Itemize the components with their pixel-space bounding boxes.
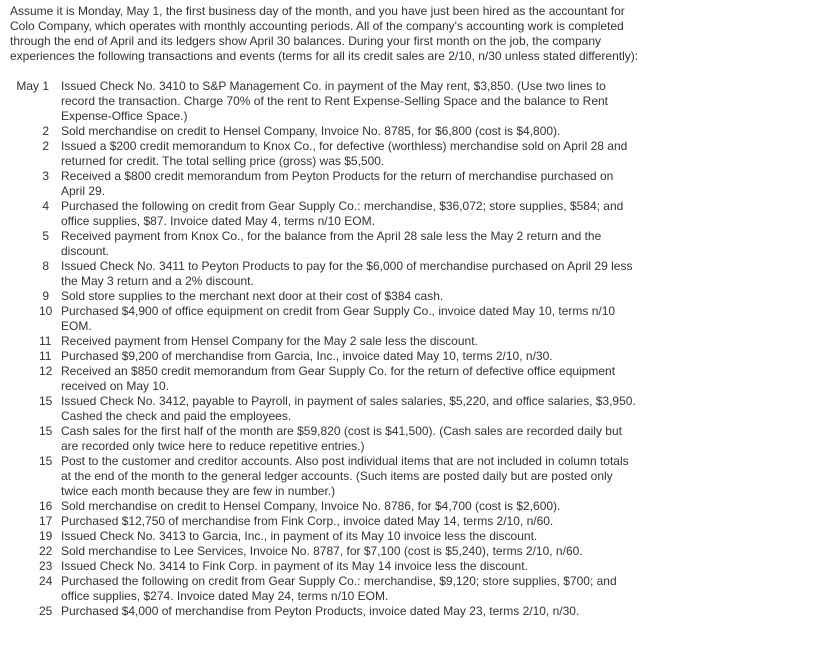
transaction-text: Issued Check No. 3410 to S&P Management Co. in payment of the May rent, $3,850. (Use two lines to record the transaction. Charge 70% of the rent to Rent Expense-Selling Space and the balance to Rent Expense-Office Space.) (61, 79, 609, 123)
transaction-day: 15 (39, 424, 53, 438)
transaction-row (0, 124, 813, 139)
transaction-row (0, 139, 813, 169)
transaction-text: Issued Check No. 3411 to Peyton Products to pay for the $6,000 of merchandise purchased on April 29 less the May 3 return and a 2% discount. (61, 259, 633, 288)
transaction-text: Issued Check No. 3414 to Fink Corp. in payment of its May 14 invoice less the discount. (61, 559, 528, 573)
transaction-row (0, 79, 813, 124)
transaction-row (0, 334, 813, 349)
transaction-month (0, 574, 39, 604)
transaction-day: 19 (39, 529, 53, 543)
transaction-day: 4 (42, 199, 49, 213)
transaction-text: Received payment from Knox Co., for the balance from the April 28 sale less the May 2 return and the discount. (61, 229, 602, 258)
transaction-month (0, 334, 39, 349)
transaction-month (0, 349, 39, 364)
transaction-month: May (16, 79, 39, 93)
transaction-row (0, 304, 813, 334)
transaction-day: 23 (39, 559, 53, 573)
transaction-row (0, 454, 813, 499)
transaction-text: Sold merchandise to Lee Services, Invoice No. 8787, for $7,100 (cost is $5,240), terms 2/10, n/60. (61, 544, 583, 558)
transaction-text: Cash sales for the first half of the month are $59,820 (cost is $41,500). (Cash sales are recorded daily but are recorded only twice here to reduce repetitive entries.) (61, 424, 622, 453)
transaction-text: Purchased $4,000 of merchandise from Peyton Products, invoice dated May 23, terms 2/10, n/30. (61, 604, 580, 618)
transaction-month (0, 604, 39, 619)
transaction-month (0, 499, 39, 514)
transaction-text: Received an $850 credit memorandum from Gear Supply Co. for the return of defective office equipment received on May 10. (61, 364, 616, 393)
transaction-text: Purchased $9,200 of merchandise from Garcia, Inc., invoice dated May 10, terms 2/10, n/30. (61, 349, 553, 363)
transaction-list (0, 79, 813, 619)
transaction-text: Sold store supplies to the merchant next door at their cost of $384 cash. (61, 289, 444, 303)
transaction-row (0, 259, 813, 289)
transaction-day: 25 (39, 604, 53, 618)
transaction-month (0, 124, 39, 139)
transaction-text: Sold merchandise on credit to Hensel Company, Invoice No. 8786, for $4,700 (cost is $2,600). (61, 499, 561, 513)
transaction-day: 10 (39, 304, 53, 318)
transaction-row (0, 529, 813, 544)
transaction-row (0, 394, 813, 424)
transaction-month (0, 514, 39, 529)
transaction-month (0, 529, 39, 544)
transaction-day: 11 (39, 349, 52, 363)
transaction-day: 5 (42, 229, 49, 243)
transaction-month (0, 454, 39, 499)
transaction-month (0, 139, 39, 169)
transaction-month (0, 229, 39, 259)
transaction-row (0, 574, 813, 604)
transaction-text: Purchased $4,900 of office equipment on credit from Gear Supply Co., invoice dated May 10, terms n/10 EOM. (61, 304, 616, 333)
transaction-text: Issued Check No. 3412, payable to Payroll, in payment of sales salaries, $5,220, and office salaries, $3,950. Cashed the check and paid the employees. (61, 394, 636, 423)
transaction-text: Purchased the following on credit from Gear Supply Co.: merchandise, $9,120; store supplies, $700; and office supplies, $274. Invoice dated May 24, terms n/10 EOM. (61, 574, 617, 603)
transaction-row (0, 289, 813, 304)
transaction-day: 2 (42, 124, 49, 138)
transaction-row (0, 559, 813, 574)
transaction-day: 8 (42, 259, 49, 273)
transaction-row (0, 169, 813, 199)
transaction-row (0, 349, 813, 364)
transaction-month (0, 364, 39, 394)
transaction-day: 12 (39, 364, 53, 378)
transaction-day: 24 (39, 574, 53, 588)
transaction-month (0, 259, 39, 289)
transaction-text: Sold merchandise on credit to Hensel Company, Invoice No. 8785, for $6,800 (cost is $4,800). (61, 124, 561, 138)
transaction-month (0, 394, 39, 424)
transaction-text: Purchased the following on credit from Gear Supply Co.: merchandise, $36,072; store supplies, $584; and office supplies, $87. Invoice dated May 4, terms n/10 EOM. (61, 199, 624, 228)
transaction-day: 1 (42, 79, 49, 93)
transaction-row (0, 499, 813, 514)
transaction-month (0, 559, 39, 574)
transaction-day: 9 (42, 289, 49, 303)
transaction-month (0, 289, 39, 304)
transaction-text: Received a $800 credit memorandum from Peyton Products for the return of merchandise purchased on April 29. (61, 169, 614, 198)
transaction-day: 3 (42, 169, 49, 183)
transaction-text: Received payment from Hensel Company for the May 2 sale less the discount. (61, 334, 478, 348)
transaction-row (0, 514, 813, 529)
transaction-row (0, 604, 813, 619)
transaction-row (0, 199, 813, 229)
transaction-text: Issued Check No. 3413 to Garcia, Inc., in payment of its May 10 invoice less the discount. (61, 529, 538, 543)
transaction-text: Post to the customer and creditor accounts. Also post individual items that are not included in column totals at the end of the month to the general ledger accounts. (Such items are posted daily but are posted only twice each month because they are few in number.) (61, 454, 629, 498)
transaction-month (0, 544, 39, 559)
transaction-row (0, 544, 813, 559)
transaction-day: 15 (39, 394, 53, 408)
transaction-month (0, 169, 39, 199)
transaction-month (0, 304, 39, 334)
transaction-day: 17 (39, 514, 53, 528)
transaction-day: 15 (39, 454, 53, 468)
transaction-day: 22 (39, 544, 53, 558)
transaction-month (0, 424, 39, 454)
transaction-row (0, 424, 813, 454)
transaction-day: 11 (39, 334, 52, 348)
transaction-day: 2 (42, 139, 49, 153)
transaction-row (0, 364, 813, 394)
problem-intro: Assume it is Monday, May 1, the first business day of the month, and you have just been hired as the accountant for Colo Company, which operates with monthly accounting periods. All of the company's accounting work is completed through the end of April and its ledgers show April 30 balances. During your first month on the job, the company experiences the following transactions and events (terms for all its credit sales are 2/10, n/30 unless stated differently): (10, 4, 639, 63)
transaction-text: Purchased $12,750 of merchandise from Fink Corp., invoice dated May 14, terms 2/10, n/60. (61, 514, 554, 528)
transaction-text: Issued a $200 credit memorandum to Knox Co., for defective (worthless) merchandise sold on April 28 and returned for credit. The total selling price (gross) was $5,500. (61, 139, 628, 168)
transaction-day: 16 (39, 499, 53, 513)
transaction-row (0, 229, 813, 259)
transaction-month (0, 199, 39, 229)
